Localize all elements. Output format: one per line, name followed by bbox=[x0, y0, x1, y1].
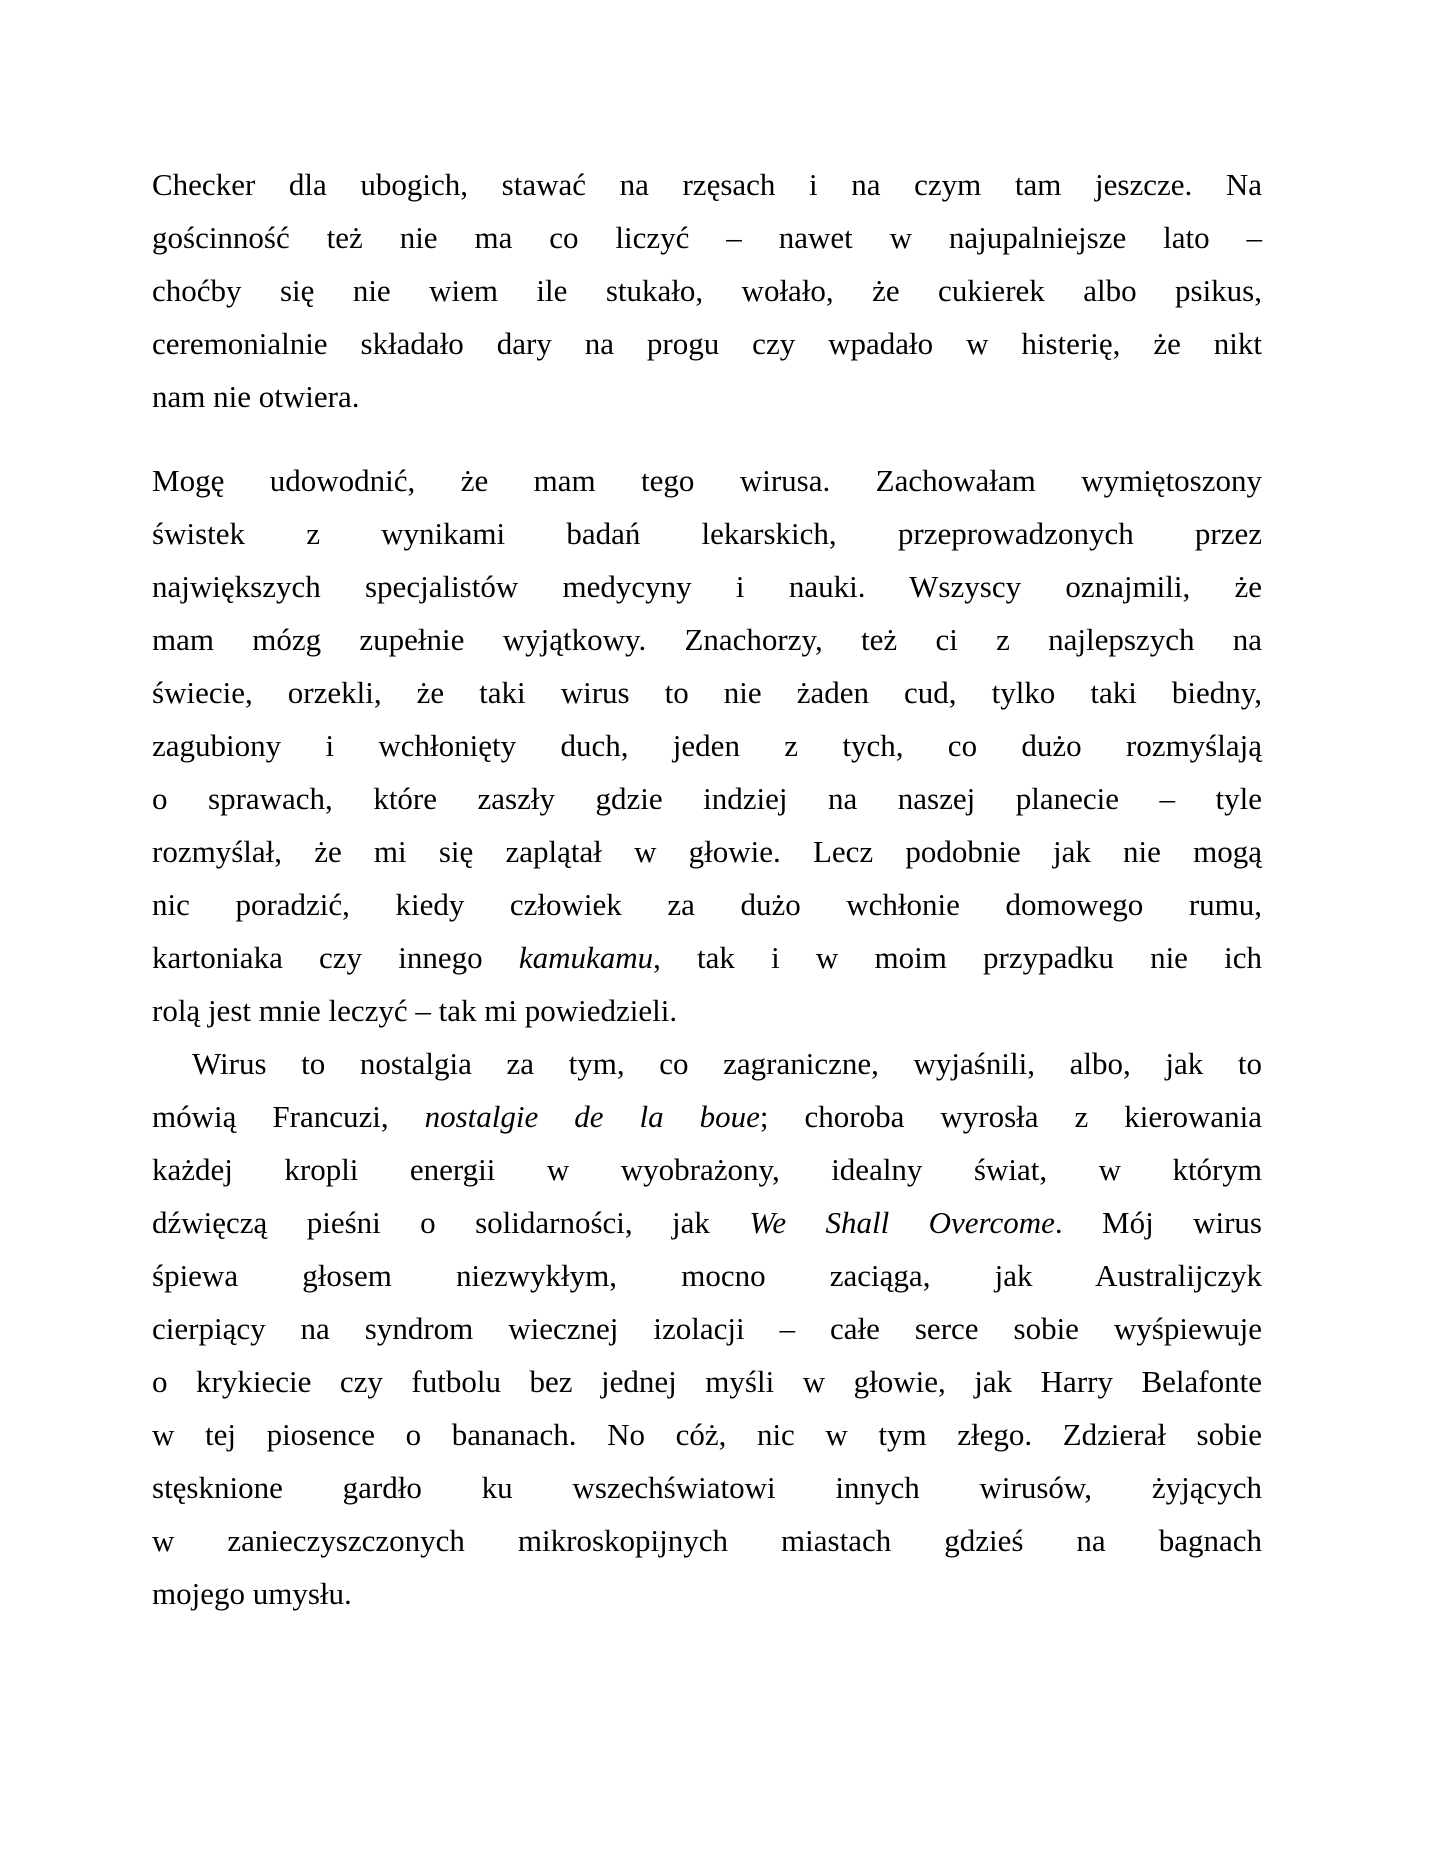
text-segment: choćby się nie wiem ile stukało, wołało, że cukierek albo psikus, bbox=[152, 273, 1262, 308]
paragraph-2 bbox=[152, 454, 1262, 1037]
text-segment: o krykiecie czy futbolu bez jednej myśli w głowie, jak Harry Belafonte bbox=[152, 1364, 1262, 1399]
text-line bbox=[152, 878, 1262, 931]
text-segment: świstek z wynikami badań lekarskich, przeprowadzonych przez bbox=[152, 516, 1262, 551]
text-segment: świecie, orzekli, że taki wirus to nie żaden cud, tylko taki biedny, bbox=[152, 675, 1262, 710]
text-segment: rolą jest mnie leczyć – tak mi powiedzieli. bbox=[152, 993, 678, 1028]
text-segment: stęsknione gardło ku wszechświatowi innych wirusów, żyjących bbox=[152, 1470, 1262, 1505]
text-segment: kartoniaka czy innego bbox=[152, 940, 519, 975]
text-line bbox=[152, 719, 1262, 772]
text-line bbox=[152, 370, 1262, 423]
text-line bbox=[152, 507, 1262, 560]
text-segment: nic poradzić, kiedy człowiek za dużo wchłonie domowego rumu, bbox=[152, 887, 1262, 922]
text-line bbox=[152, 772, 1262, 825]
text-segment: gościnność też nie ma co liczyć – nawet w najupalniejsze lato – bbox=[152, 220, 1262, 255]
text-line bbox=[152, 1090, 1262, 1143]
text-line bbox=[152, 1408, 1262, 1461]
text-line bbox=[152, 1567, 1262, 1620]
text-line bbox=[152, 666, 1262, 719]
text-segment: nam nie otwiera. bbox=[152, 379, 360, 414]
text-segment: ceremonialnie składało dary na progu czy wpadało w histerię, że nikt bbox=[152, 326, 1262, 361]
text-line bbox=[152, 1461, 1262, 1514]
text-segment: , tak i w moim przypadku nie ich bbox=[653, 940, 1263, 975]
text-line bbox=[152, 613, 1262, 666]
text-line bbox=[152, 1355, 1262, 1408]
text-line bbox=[152, 454, 1262, 507]
text-segment: w tej piosence o bananach. No cóż, nic w tym złego. Zdzierał sobie bbox=[152, 1417, 1262, 1452]
text-line bbox=[152, 1514, 1262, 1567]
text-segment: w zanieczyszczonych mikroskopijnych miastach gdzieś na bagnach bbox=[152, 1523, 1262, 1558]
text-line bbox=[152, 211, 1262, 264]
text-line bbox=[152, 1143, 1262, 1196]
text-segment: śpiewa głosem niezwykłym, mocno zaciąga, jak Australijczyk bbox=[152, 1258, 1262, 1293]
text-segment: Wirus to nostalgia za tym, co zagraniczne, wyjaśnili, albo, jak to bbox=[192, 1046, 1262, 1081]
text-segment: rozmyślał, że mi się zaplątał w głowie. Lecz podobnie jak nie mogą bbox=[152, 834, 1262, 869]
text-line bbox=[152, 1249, 1262, 1302]
text-segment: mojego umysłu. bbox=[152, 1576, 352, 1611]
paragraph-3 bbox=[152, 1037, 1262, 1620]
text-line bbox=[152, 931, 1262, 984]
italic-phrase: kamukamu bbox=[518, 940, 654, 975]
text-line bbox=[152, 560, 1262, 613]
text-line bbox=[152, 158, 1262, 211]
text-line bbox=[152, 984, 1262, 1037]
text-segment: każdej kropli energii w wyobrażony, idealny świat, w którym bbox=[152, 1152, 1262, 1187]
text-segment: największych specjalistów medycyny i nauki. Wszyscy oznajmili, że bbox=[152, 569, 1262, 604]
text-segment: mam mózg zupełnie wyjątkowy. Znachorzy, też ci z najlepszych na bbox=[152, 622, 1262, 657]
text-line bbox=[152, 1302, 1262, 1355]
text-segment: Checker dla ubogich, stawać na rzęsach i na czym tam jeszcze. Na bbox=[152, 167, 1262, 202]
text-line bbox=[152, 1196, 1262, 1249]
paragraph-1 bbox=[152, 158, 1262, 423]
text-line bbox=[152, 825, 1262, 878]
text-segment: . Mój wirus bbox=[1054, 1205, 1262, 1240]
text-segment: mówią Francuzi, bbox=[152, 1099, 425, 1134]
text-segment: cierpiący na syndrom wiecznej izolacji – całe serce sobie wyśpiewuje bbox=[152, 1311, 1262, 1346]
text-block bbox=[152, 158, 1262, 1620]
text-line bbox=[152, 264, 1262, 317]
text-segment: dźwięczą pieśni o solidarności, jak bbox=[152, 1205, 750, 1240]
text-line bbox=[152, 1037, 1262, 1090]
text-segment: ; choroba wyrosła z kierowania bbox=[759, 1099, 1263, 1134]
italic-phrase: nostalgie de la boue bbox=[424, 1099, 760, 1134]
italic-phrase: We Shall Overcome bbox=[749, 1205, 1055, 1240]
text-segment: zagubiony i wchłonięty duch, jeden z tych, co dużo rozmyślają bbox=[152, 728, 1262, 763]
text-segment: o sprawach, które zaszły gdzie indziej na naszej planecie – tyle bbox=[152, 781, 1262, 816]
text-line bbox=[152, 317, 1262, 370]
text-segment: Mogę udowodnić, że mam tego wirusa. Zachowałam wymiętoszony bbox=[152, 463, 1262, 498]
